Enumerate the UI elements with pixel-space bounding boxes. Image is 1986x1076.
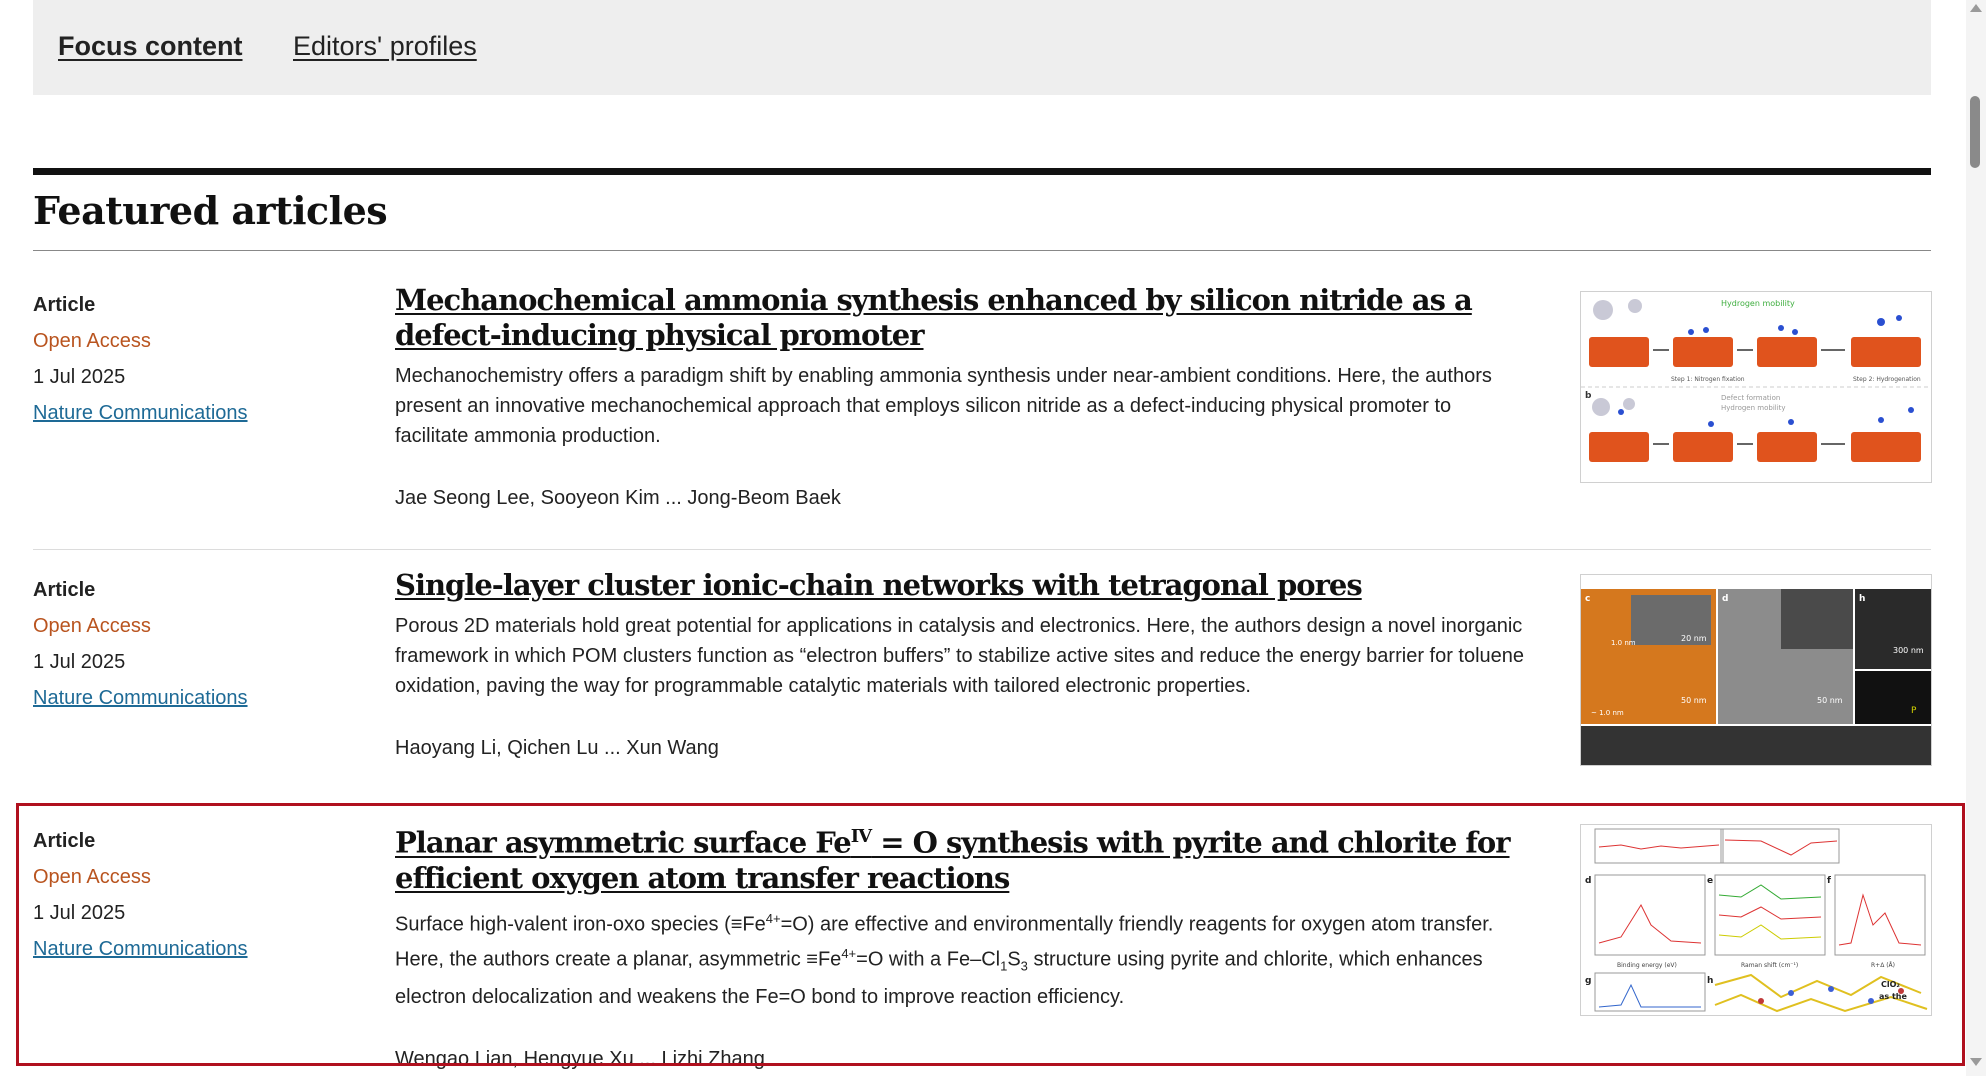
- article-authors: Wengao Lian, Hengyue Xu ... Lizhi Zhang: [395, 1047, 765, 1070]
- abstract-superscript: 4+: [765, 910, 781, 926]
- thumb-label: h: [1859, 594, 1866, 604]
- thumb-label: ClO₂: [1881, 980, 1900, 989]
- thumb-label: d: [1722, 594, 1729, 604]
- section-title: Featured articles: [33, 188, 388, 233]
- abstract-text: S: [1007, 948, 1021, 971]
- article-title-link[interactable]: Mechanochemical ammonia synthesis enhanced by silicon nitride as a defect-inducing physical promoter: [395, 283, 1472, 352]
- article-abstract: Porous 2D materials hold great potential for applications in catalysis and electronics. Here, the authors design a novel inorganic framework in which POM clusters function as “electron buffers” to stabilize active sites and reduce the energy barrier for toluene oxidation, paving the way for programmable catalytic materials with tailored electronic properties.: [395, 615, 1525, 697]
- thumb-label: g: [1585, 976, 1592, 986]
- open-access-label: Open Access: [33, 866, 151, 888]
- thumb-label: Raman shift (cm⁻¹): [1741, 962, 1799, 969]
- thumb-label: b: [1585, 391, 1592, 401]
- title-text: = O synthesis with pyrite and chlorite for efficient oxygen atom transfer reactions: [395, 825, 1510, 895]
- abstract-text: =O) are effective and environmentally friendly reagents for oxygen atom transfer. Here, the authors create a planar, asymmetric ≡Fe: [395, 913, 1494, 971]
- row-divider: [33, 549, 1931, 550]
- article-body: [395, 283, 1530, 510]
- title-text: Planar asymmetric surface Fe: [395, 825, 851, 860]
- thumb-label: ~ 1.0 nm: [1591, 709, 1624, 717]
- article-type: Article: [33, 294, 96, 316]
- article-meta: [33, 829, 363, 961]
- article-body: [395, 819, 1530, 1071]
- scroll-up-icon[interactable]: [1970, 4, 1982, 12]
- focus-nav: [33, 0, 1931, 95]
- article-authors: Haoyang Li, Qichen Lu ... Xun Wang: [395, 737, 719, 759]
- article-thumbnail[interactable]: [1580, 574, 1932, 766]
- thumb-label: 300 nm: [1893, 646, 1924, 655]
- open-access-label: Open Access: [33, 615, 151, 637]
- journal-link[interactable]: Nature Communications: [33, 687, 248, 709]
- article-date: 1 Jul 2025: [33, 366, 126, 388]
- scrollbar-thumb[interactable]: [1970, 96, 1980, 168]
- thumb-label: R+Δ (Å): [1871, 962, 1895, 969]
- thumb-label: Binding energy (eV): [1617, 962, 1677, 969]
- article-body: [395, 568, 1530, 760]
- thumb-label: 1.0 nm: [1611, 639, 1636, 647]
- article-thumbnail[interactable]: [1580, 824, 1932, 1016]
- thumb-label: 20 nm: [1681, 634, 1707, 643]
- article-authors: Jae Seong Lee, Sooyeon Kim ... Jong-Beom Baek: [395, 487, 841, 509]
- thumb-label: e: [1707, 876, 1714, 886]
- thumb-label: 50 nm: [1681, 696, 1707, 705]
- article-title-link[interactable]: [395, 819, 1530, 896]
- microscopy-figure-image: [1581, 575, 1931, 765]
- article-type: Article: [33, 830, 96, 852]
- article-title-link[interactable]: Single-layer cluster ionic-chain networks with tetragonal pores: [395, 568, 1362, 602]
- title-superscript: IV: [850, 826, 872, 847]
- abstract-text: Surface high-valent iron-oxo species (≡Fe: [395, 913, 766, 936]
- section-rule-thin: [33, 250, 1931, 251]
- thumb-label: c: [1585, 594, 1591, 604]
- thumb-label: Step 1: Nitrogen fixation: [1671, 376, 1745, 383]
- journal-link[interactable]: Nature Communications: [33, 402, 248, 424]
- tab-editors-profiles[interactable]: Editors' profiles: [293, 31, 477, 61]
- article-thumbnail[interactable]: [1580, 291, 1932, 483]
- article-date: 1 Jul 2025: [33, 651, 126, 673]
- thumb-label: 50 nm: [1817, 696, 1843, 705]
- thumb-label: Step 2: Hydrogenation: [1853, 376, 1921, 383]
- thumb-label: as the: [1879, 992, 1907, 1001]
- abstract-text: =O with a Fe–Cl: [856, 948, 1001, 971]
- thumb-label: f: [1827, 876, 1831, 886]
- ammonia-figure-image: [1581, 292, 1931, 482]
- tab-focus-content[interactable]: Focus content: [58, 31, 243, 61]
- article-meta: [33, 578, 363, 710]
- thumb-label: Hydrogen mobility: [1721, 299, 1795, 308]
- spectra-figure-image: [1581, 825, 1931, 1015]
- abstract-subscript: 1: [1000, 958, 1008, 974]
- thumb-label: h: [1707, 976, 1714, 986]
- thumb-label: P: [1911, 706, 1917, 716]
- scroll-down-icon[interactable]: [1970, 1058, 1982, 1066]
- section-rule-heavy: [33, 168, 1931, 175]
- abstract-superscript: 4+: [841, 946, 857, 962]
- thumb-label: d: [1585, 876, 1592, 886]
- vertical-scrollbar[interactable]: [1966, 0, 1986, 1076]
- article-type: Article: [33, 579, 96, 601]
- thumb-label: Defect formation: [1721, 394, 1781, 402]
- abstract-subscript: 3: [1020, 958, 1028, 974]
- abstract-text: structure using pyrite and chlorite, which enhances electron delocalization and weakens the Fe=O bond to improve reaction efficiency.: [395, 948, 1483, 1008]
- article-abstract: Mechanochemistry offers a paradigm shift by enabling ammonia synthesis under near-ambient conditions. Here, the authors present an innovative mechanochemical approach that employs silicon nitride as a defect-inducing physical promoter to facilitate ammonia production.: [395, 365, 1492, 447]
- article-meta: [33, 293, 363, 425]
- article-date: 1 Jul 2025: [33, 902, 126, 924]
- open-access-label: Open Access: [33, 330, 151, 352]
- article-abstract: [395, 904, 1530, 1012]
- thumb-label: Hydrogen mobility: [1721, 404, 1786, 412]
- journal-link[interactable]: Nature Communications: [33, 938, 248, 960]
